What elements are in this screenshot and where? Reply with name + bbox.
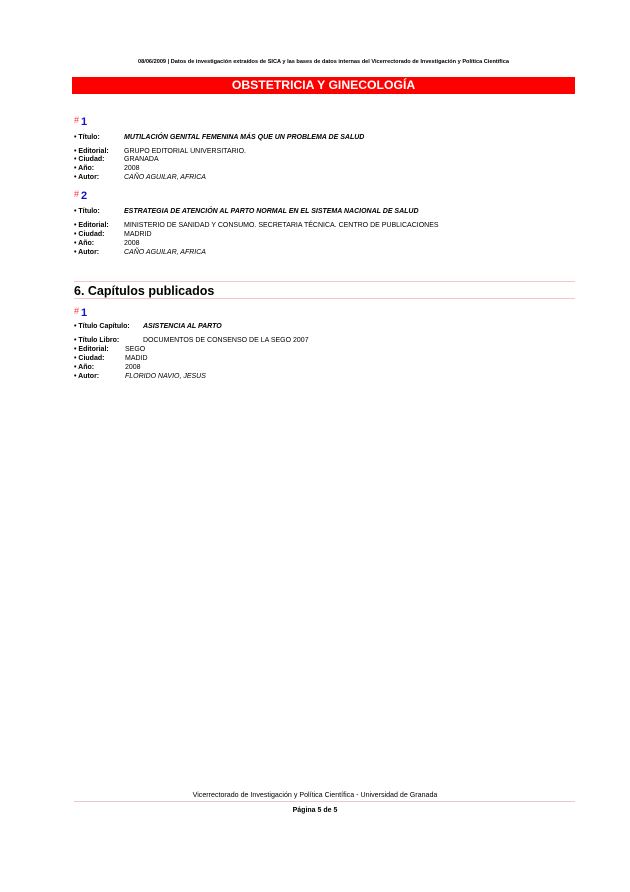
field-label: • Título Libro: — [74, 337, 120, 344]
author-name: FLORIDO NAVIO, JESUS — [125, 373, 206, 380]
book-title: MUTILACIÓN GENITAL FEMENINA MÁS QUE UN PROBLEMA DE SALUD — [124, 134, 365, 141]
field-label: • Ciudad: — [74, 156, 105, 163]
field-label: • Editorial: — [74, 222, 109, 229]
entry-index: 1 — [81, 307, 88, 319]
field-label: • Año: — [74, 165, 95, 172]
field-value: 2008 — [124, 240, 140, 247]
hash-mark: # — [74, 115, 80, 125]
field-label: • Año: — [74, 240, 95, 247]
footer-institution: Vicerrectorado de Investigación y Política Científica - Universidad de Granada — [192, 791, 438, 799]
book-title: ESTRATEGIA DE ATENCIÓN AL PARTO NORMAL EN EL SISTEMA NACIONAL DE SALUD — [124, 208, 419, 215]
entry-index: 1 — [81, 116, 88, 128]
chapter-title: ASISTENCIA AL PARTO — [143, 323, 222, 330]
entry-number — [74, 306, 87, 319]
field-value: SEGO — [125, 346, 146, 353]
section-title: 6. Capítulos publicados — [74, 284, 215, 298]
hash-mark: # — [74, 189, 80, 199]
field-value: MADRID — [124, 231, 152, 238]
field-label: • Ciudad: — [74, 231, 105, 238]
hash-mark: # — [74, 306, 80, 316]
entry-index: 2 — [81, 190, 88, 202]
field-value: MINISTERIO DE SANIDAD Y CONSUMO. SECRETARIA TÉCNICA. CENTRO DE PUBLICACIONES — [124, 222, 439, 229]
page-header: 08/06/2009 | Datos de investigación extraídos de SICA y las bases de datos internas del Vicerrectorado de Investigación y Política Científica — [138, 59, 509, 65]
field-label: • Ciudad: — [74, 355, 105, 362]
section-divider — [74, 298, 575, 299]
department-banner: OBSTETRICIA Y GINECOLOGÍA — [72, 77, 575, 94]
author-name: CAÑO AGUILAR, AFRICA — [124, 174, 206, 181]
field-label: • Autor: — [74, 174, 100, 181]
field-value: MADID — [125, 355, 148, 362]
field-value: GRUPO EDITORIAL UNIVERSITARIO. — [124, 148, 247, 155]
field-label: • Editorial: — [74, 346, 109, 353]
field-label: • Título: — [74, 208, 100, 215]
field-value: 2008 — [125, 364, 141, 371]
field-label: • Título Capítulo: — [74, 323, 130, 330]
entry-number — [74, 189, 87, 202]
field-label: • Editorial: — [74, 148, 109, 155]
field-value: DOCUMENTOS DE CONSENSO DE LA SEGO 2007 — [143, 337, 309, 344]
field-label: • Autor: — [74, 249, 100, 256]
entry-number — [74, 115, 87, 128]
field-label: • Año: — [74, 364, 95, 371]
field-value: GRANADA — [124, 156, 159, 163]
author-name: CAÑO AGUILAR, AFRICA — [124, 249, 206, 256]
footer-divider — [74, 801, 575, 802]
field-value: 2008 — [124, 165, 140, 172]
section-divider — [74, 281, 575, 282]
page-number: Página 5 de 5 — [292, 807, 338, 814]
field-label: • Autor: — [74, 373, 100, 380]
field-label: • Título: — [74, 134, 100, 141]
